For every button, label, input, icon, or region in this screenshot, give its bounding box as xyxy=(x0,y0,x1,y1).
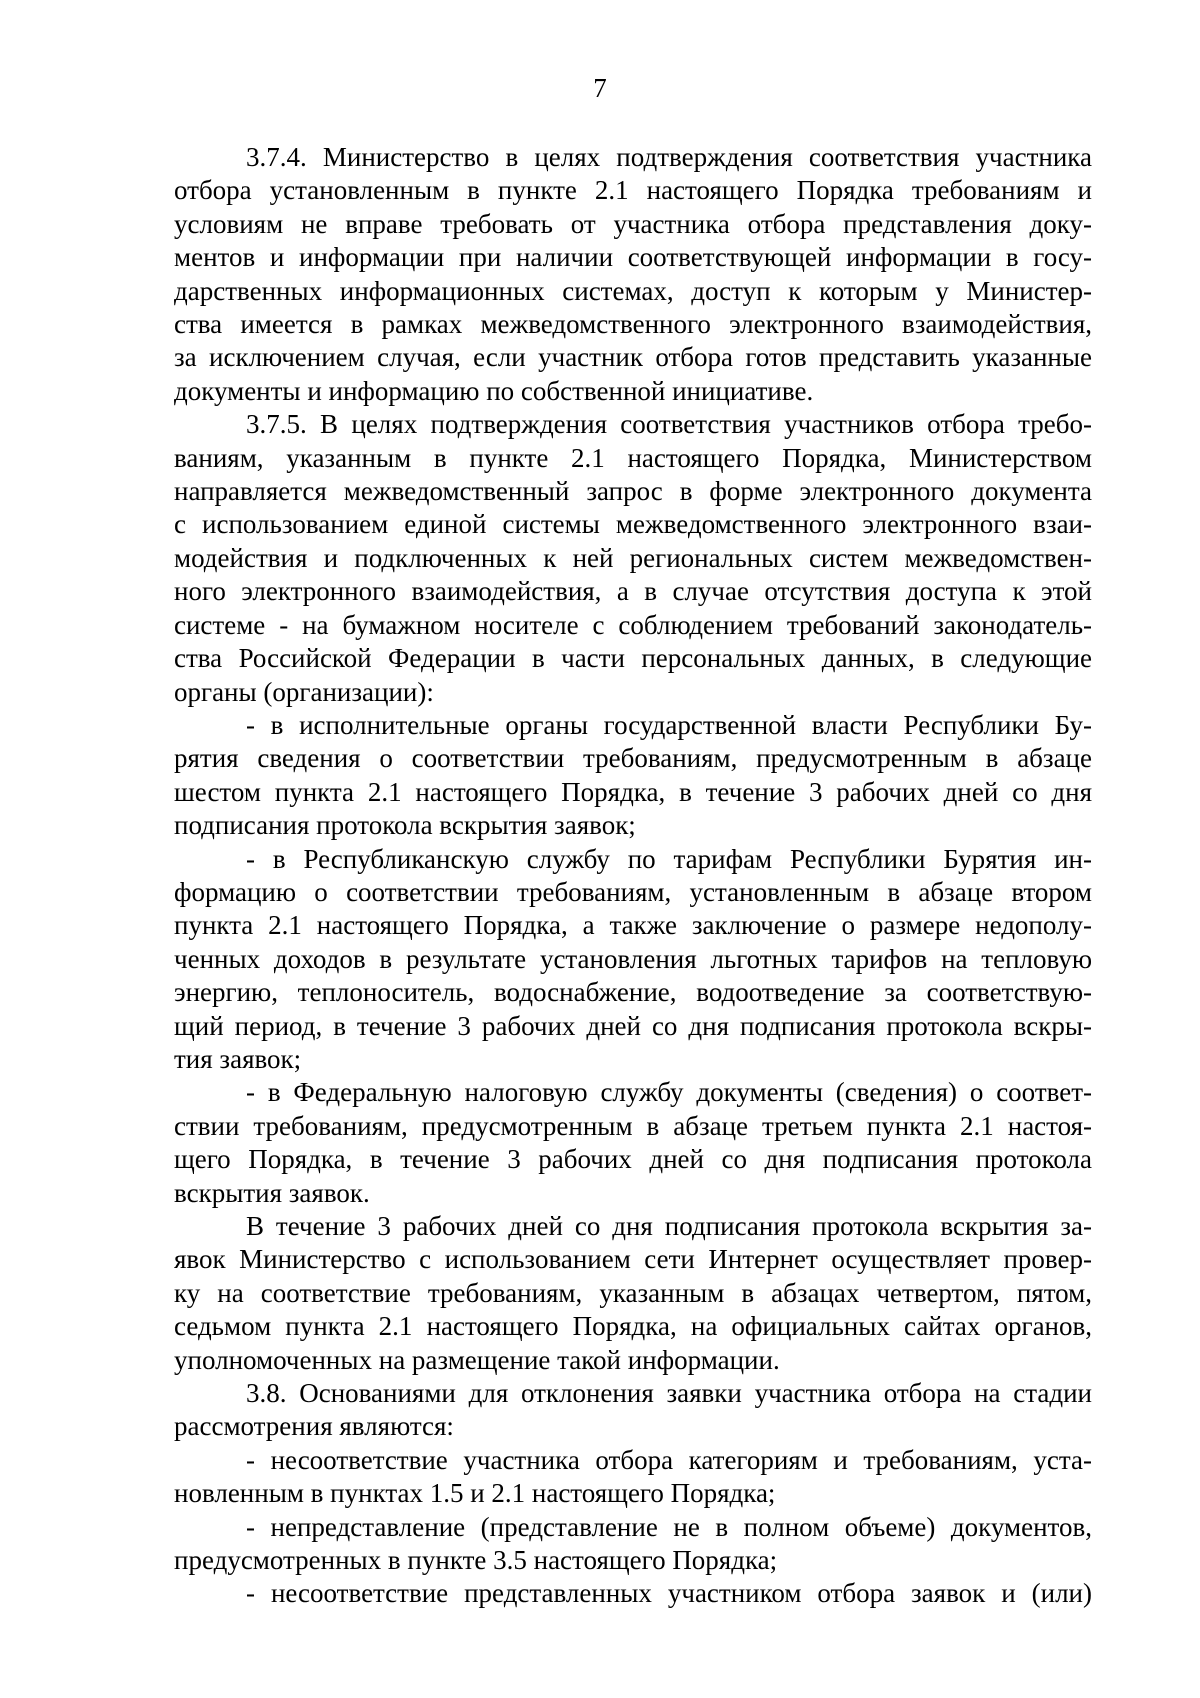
text-line: 3.7.4. Министерство в целях подтверждения соответствия участника xyxy=(246,142,1092,172)
text-line: щий период, в течение 3 рабочих дней со дня подписания протокола вскры- xyxy=(174,1010,1092,1041)
text-line: тия заявок; xyxy=(174,1043,302,1074)
document-body xyxy=(174,141,1092,1611)
page-number: 7 xyxy=(593,73,607,103)
text-line: органы (организации): xyxy=(174,676,434,707)
text-line: шестом пункта 2.1 настоящего Порядка, в течение 3 рабочих дней со дня xyxy=(174,776,1092,807)
paragraph-mismatch xyxy=(174,1444,1092,1511)
text-line: ку на соответствие требованиям, указанным в абзацах четвертом, пятом, xyxy=(174,1277,1092,1308)
text-line: ства Российской Федерации в части персональных данных, в следующие xyxy=(174,643,1092,674)
text-line: седьмом пункта 2.1 настоящего Порядка, на официальных сайтах органов, xyxy=(174,1311,1092,1342)
text-line: отбора установленным в пункте 2.1 настоящего Порядка требованиям и xyxy=(174,175,1092,206)
text-line: - в исполнительные органы государственной власти Республики Бу- xyxy=(246,709,1092,740)
paragraph-inconsistency xyxy=(174,1577,1092,1610)
text-line: 3.7.5. В целях подтверждения соответствия участников отбора требо- xyxy=(246,409,1092,440)
text-line: условиям не вправе требовать от участника отбора представления доку- xyxy=(174,208,1092,239)
text-line: за исключением случая, если участник отбора готов представить указанные xyxy=(174,342,1092,373)
text-line: с использованием единой системы межведомственного электронного взаи- xyxy=(174,509,1092,540)
text-line: формацию о соответствии требованиям, установленным в абзаце втором xyxy=(174,876,1092,907)
text-line: направляется межведомственный запрос в форме электронного документа xyxy=(174,476,1092,507)
text-line: ствии требованиям, предусмотренным в абзаце третьем пункта 2.1 настоя- xyxy=(174,1110,1092,1141)
text-line: щего Порядка, в течение 3 рабочих дней со дня подписания протокола xyxy=(174,1144,1092,1175)
paragraph-tax xyxy=(174,1076,1092,1210)
text-line: явок Министерство с использованием сети Интернет осуществляет провер- xyxy=(174,1244,1092,1275)
text-line: ства имеется в рамках межведомственного электронного взаимодействия, xyxy=(174,309,1092,340)
text-line: - непредставление (представление не в полном объеме) документов, xyxy=(246,1511,1092,1542)
text-line: подписания протокола вскрытия заявок; xyxy=(174,810,636,841)
text-line: - в Федеральную налоговую службу документы (сведения) о соответ- xyxy=(246,1077,1092,1108)
text-line: документы и информацию по собственной инициативе. xyxy=(174,375,814,406)
paragraph-internet-check xyxy=(174,1210,1092,1377)
text-line: вскрытия заявок. xyxy=(174,1177,370,1208)
text-line: ваниям, указанным в пункте 2.1 настоящего Порядка, Министерством xyxy=(174,442,1092,473)
paragraph-tariffs xyxy=(174,843,1092,1077)
text-line: пункта 2.1 настоящего Порядка, а также заключение о размере недополу- xyxy=(174,910,1092,941)
text-line: В течение 3 рабочих дней со дня подписания протокола вскрытия за- xyxy=(246,1211,1092,1241)
text-line: - в Республиканскую службу по тарифам Республики Бурятия ин- xyxy=(246,843,1092,874)
text-line: ментов и информации при наличии соответствующей информации в госу- xyxy=(174,242,1092,273)
text-line: уполномоченных на размещение такой информации. xyxy=(174,1344,780,1375)
text-line: рятия сведения о соответствии требованиям, предусмотренным в абзаце xyxy=(174,743,1092,774)
paragraph-3-7-4 xyxy=(174,141,1092,408)
text-line: энергию, теплоноситель, водоснабжение, водоотведение за соответствую- xyxy=(174,977,1092,1008)
paragraph-nonsubmission xyxy=(174,1511,1092,1578)
text-line: модействия и подключенных к ней региональных систем межведомствен- xyxy=(174,542,1092,573)
text-line: предусмотренных в пункте 3.5 настоящего Порядка; xyxy=(174,1545,778,1576)
text-line: дарственных информационных системах, доступ к которым у Министер- xyxy=(174,275,1092,306)
text-line: новленным в пунктах 1.5 и 2.1 настоящего Порядка; xyxy=(174,1478,776,1509)
text-line: ного электронного взаимодействия, а в случае отсутствия доступа к этой xyxy=(174,576,1092,607)
text-line: 3.8. Основаниями для отклонения заявки участника отбора на стадии xyxy=(246,1378,1092,1409)
text-line: ченных доходов в результате установления льготных тарифов на тепловую xyxy=(174,943,1092,974)
paragraph-executive xyxy=(174,709,1092,843)
text-line: - несоответствие представленных участником отбора заявок и (или) xyxy=(246,1578,1092,1609)
text-line: - несоответствие участника отбора категориям и требованиям, уста- xyxy=(246,1444,1092,1475)
text-line: рассмотрения являются: xyxy=(174,1411,454,1442)
paragraph-3-7-5 xyxy=(174,408,1092,709)
paragraph-3-8 xyxy=(174,1377,1092,1444)
text-line: системе - на бумажном носителе с соблюдением требований законодатель- xyxy=(174,609,1092,640)
